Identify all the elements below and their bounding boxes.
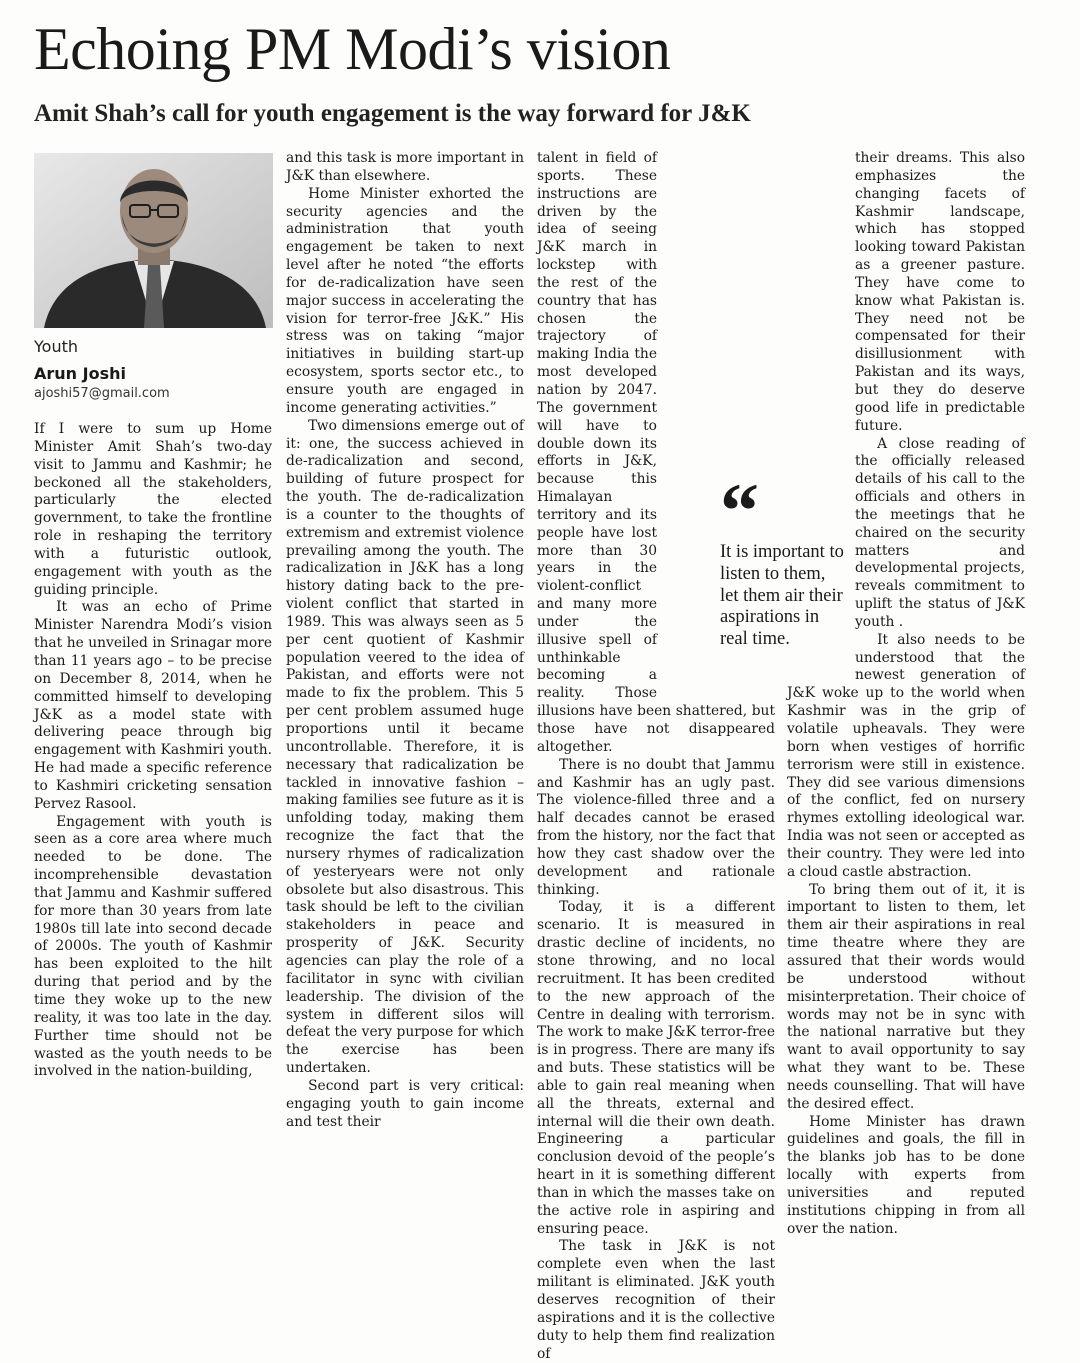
- pull-quote: [720, 467, 848, 651]
- paragraph: Home Minister exhorted the security agencies and the administration that youth engagement be taken to next level after he noted “the efforts for de-radicalization have seen major success in accelerating the vision for terror-free J&K.” His stress was on taking “major initiatives in building start-up ecosystem, sports sector etc., to ensure youth are engaged in income generating activities.”: [286, 185, 524, 416]
- subheadline: Amit Shah’s call for youth engagement is the way forward for J&K: [34, 100, 751, 127]
- headline: Echoing PM Modi’s vision: [34, 16, 671, 82]
- paragraph: and this task is more important in J&K than elsewhere.: [286, 150, 524, 184]
- paragraph: A close reading of the officially released details of his call to the officials and others in the meetings that he chaired on the security matters and developmental projects, reveals commitment to uplift the status of J&K youth .: [855, 435, 1025, 630]
- author-portrait-image: [34, 153, 273, 328]
- paragraph: It also needs to be understood that the newest generation of J&K woke up to the world when Kashmir was in the grip of volatile upheavals. They were born when vestiges of horrific terrorism were still in existence. They did see various dimensions of the conflict, fed on nursery rhymes extolling ideological war. India was not seen or accepted as their country. They were led into a cloud castle abstraction.: [787, 631, 1025, 880]
- paragraph: Second part is very critical: engaging youth to gain income and test their: [286, 1077, 524, 1130]
- paragraph: It was an echo of Prime Minister Narendra Modi’s vision that he unveiled in Srinagar more than 11 years ago – to be precise on December 8, 2014, when he committed himself to developing J&K as a model state with delivering peace through big engagement with Kashmiri youth. He had made a specific reference to Kashmiri cricketing sensation Pervez Rasool.: [34, 599, 272, 812]
- column-1: [34, 421, 272, 1080]
- pull-quote-text: It is important to listen to them, let them air their aspirations in real time.: [720, 542, 844, 650]
- column-2: [286, 150, 524, 1130]
- paragraph: Home Minister has drawn guidelines and goals, the fill in the blanks job has to be done locally with experts from universities and reputed institutions chipping in from all over the nation.: [787, 1113, 1025, 1237]
- paragraph: Today, it is a different scenario. It is measured in drastic decline of incidents, no stone throwing, and no local recruitment. It has been credited to the new approach of the Centre in dealing with terrorism. The work to make J&K terror-free is in progress. There are many ifs and buts. These statistics will be able to gain real meaning when all the threats, external and internal will die their own death. Engineering a particular conclusion devoid of the people’s heart in it is something different than in which the masses take on the active role in aspiring and ensuring peace.: [537, 899, 775, 1237]
- author-photo: [34, 153, 273, 328]
- paragraph: The task in J&K is not complete even when the last militant is eliminated. J&K youth deserves recognition of their aspirations and it is the collective duty to help them find realization of: [537, 1238, 775, 1362]
- paragraph: their dreams. This also emphasizes the changing facets of Kashmir landscape, which has stopped looking toward Pakistan as a greener pasture. They have come to know what Pakistan is. They need not be compensated for their disillusionment with Pakistan and its ways, but they do deserve good life in predictable future.: [855, 150, 1025, 434]
- author-email[interactable]: ajoshi57@gmail.com: [34, 386, 170, 401]
- quote-mark-icon: “: [720, 467, 753, 554]
- paragraph: talent in field of sports. These instructions are driven by the idea of seeing J&K march in lockstep with the rest of the country that has chosen the trajectory of making India the most developed nation by 2047. The government will have to double down its efforts in J&K, because this Himalayan territory and its people have lost more than 30 years in the violent-conflict and many more under the illusive spell of unthinkable becoming a reality. Those illusions have been shattered, but those have not disappeared altogether.: [537, 150, 775, 755]
- paragraph: Engagement with youth is seen as a core area where much needed to be done. The incomprehensible devastation that Jammu and Kashmir suffered for more than 30 years from late 1980s till late into second decade of 2000s. The youth of Kashmir has been exploited to the hilt during that period and by the time they woke up to the new reality, it was too late in the day. Further time should not be wasted as the youth needs to be involved in the nation-building,: [34, 813, 272, 1080]
- byline: [34, 336, 273, 403]
- author-name: Arun Joshi: [34, 364, 126, 383]
- paragraph: To bring them out of it, it is important to listen to them, let them air their aspirations in real time theatre where they are assured that their words would be understood without misinterpretation. Their choice of words may not be in sync with the national narrative but they want to avail opportunity to say what they want to be. These needs counselling. That will have the desired effect.: [787, 881, 1025, 1112]
- category-label: Youth: [34, 337, 78, 356]
- paragraph: If I were to sum up Home Minister Amit Shah’s two-day visit to Jammu and Kashmir; he beckoned all the stakeholders, particularly the elected government, to take the frontline role in reshaping the territory with a futuristic outlook, engagement with youth as the guiding principle.: [34, 421, 272, 598]
- paragraph: There is no doubt that Jammu and Kashmir has an ugly past. The violence-filled three and a half decades cannot be erased from the history, nor the fact that how they cast shadow over the development and rationale thinking.: [537, 756, 775, 898]
- paragraph: Two dimensions emerge out of it: one, the success achieved in de-radicalization and second, building of future prospect for the youth. The de-radicalization is a counter to the thoughts of extremism and extremist violence prevailing among the youth. The radicalization in J&K has a long history dating back to the pre-violent conflict that started in 1989. This was always seen as 5 per cent quotient of Kashmir population veered to the idea of Pakistan, and efforts were not made to fix the problem. This 5 per cent problem assumed huge proportions until it became uncontrollable. Therefore, it is necessary that radicalization be tackled in innovative fashion – making families see future as it is unfolding today, making them recognize the fact that the nursery rhymes of radicalization of yesteryears were not only obsolete but also disastrous. This task should be left to the civilian stakeholders in peace and prosperity of J&K. Security agencies can play the role of a facilitator in sync with civilian leadership. The division of the system in different silos will defeat the very purpose for which the exercise has been undertaken.: [286, 417, 524, 1077]
